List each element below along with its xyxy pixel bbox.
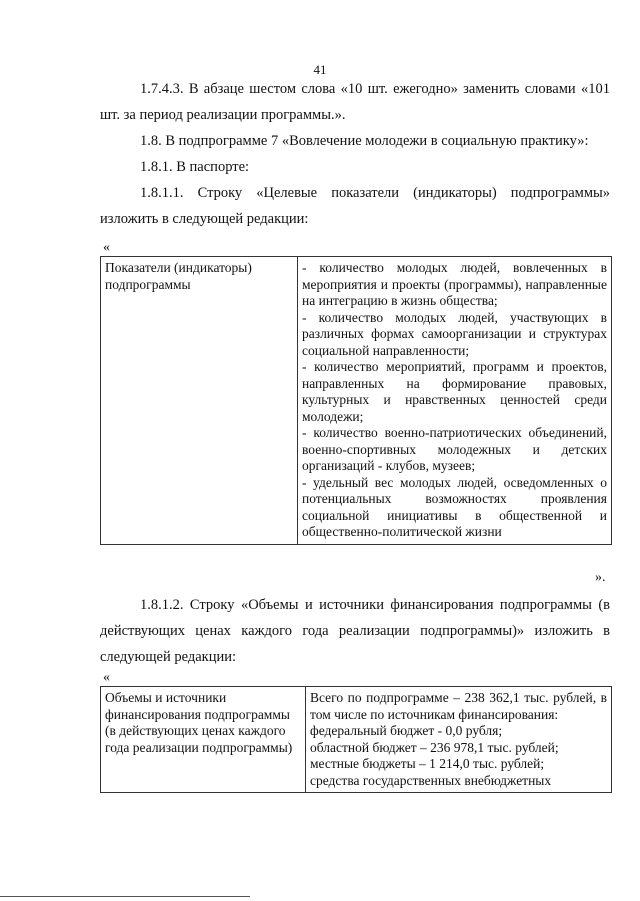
opening-quote-2: « [103, 670, 110, 685]
paragraph-1-8-1: 1.8.1. В паспорте: [140, 159, 250, 175]
financing-table [100, 686, 612, 793]
financing-label-cell: Объемы и источники финансирования подпрограммы (в действующих ценах каждого года реализации подпрограммы) [101, 687, 306, 793]
indicators-label-cell: Показатели (индикаторы) подпрограммы [101, 257, 298, 545]
page-number: 41 [313, 62, 327, 77]
indicators-table [100, 256, 612, 545]
table-row [101, 687, 612, 793]
paragraph-1-8-1-1: 1.8.1.1. Строку «Целевые показатели (индикаторы) подпрограммы» изложить в следующей редакции: [100, 185, 610, 227]
indicators-value-cell: - количество молодых людей, вовлеченных в мероприятия и проекты (программы), направленные на интеграцию в жизнь общества; - количество молодых людей, участвующих в различных формах самоорганизации и структурах социальной направленности; - количество мероприятий, программ и проектов, направленных на формирование правовых, культурных и нравственных ценностей среди молодежи; - количество военно-патриотических объединений, военно-спортивных молодежных и детских организаций - клубов, музеев; - удельный вес молодых людей, осведомленных о потенциальных возможностях проявления социальной инициативы в общественной и общественно-политической жизни [298, 257, 612, 545]
paragraph-1-8-1-2: 1.8.1.2. Строку «Объемы и источники финансирования подпрограммы (в действующих ценах каждого года реализации подпрограммы)» изложить в следующей редакции: [100, 597, 610, 665]
closing-quote-1: ». [595, 570, 606, 585]
financing-value-cell: Всего по подпрограмме – 238 362,1 тыс. рублей, в том числе по источникам финансирования: федеральный бюджет - 0,0 рубля; областной бюджет – 236 978,1 тыс. рублей; местные бюджеты – 1 214,0 тыс. рублей; средства государственных внебюджетных [306, 687, 612, 793]
bottom-divider [0, 896, 250, 897]
opening-quote-1: « [103, 240, 110, 255]
table-row [101, 257, 612, 545]
paragraph-1-7-4-3: 1.7.4.3. В абзаце шестом слова «10 шт. ежегодно» заменить словами «101 шт. за период реализации программы.». [100, 81, 610, 123]
paragraph-1-8: 1.8. В подпрограмме 7 «Вовлечение молодежи в социальную практику»: [140, 133, 589, 149]
